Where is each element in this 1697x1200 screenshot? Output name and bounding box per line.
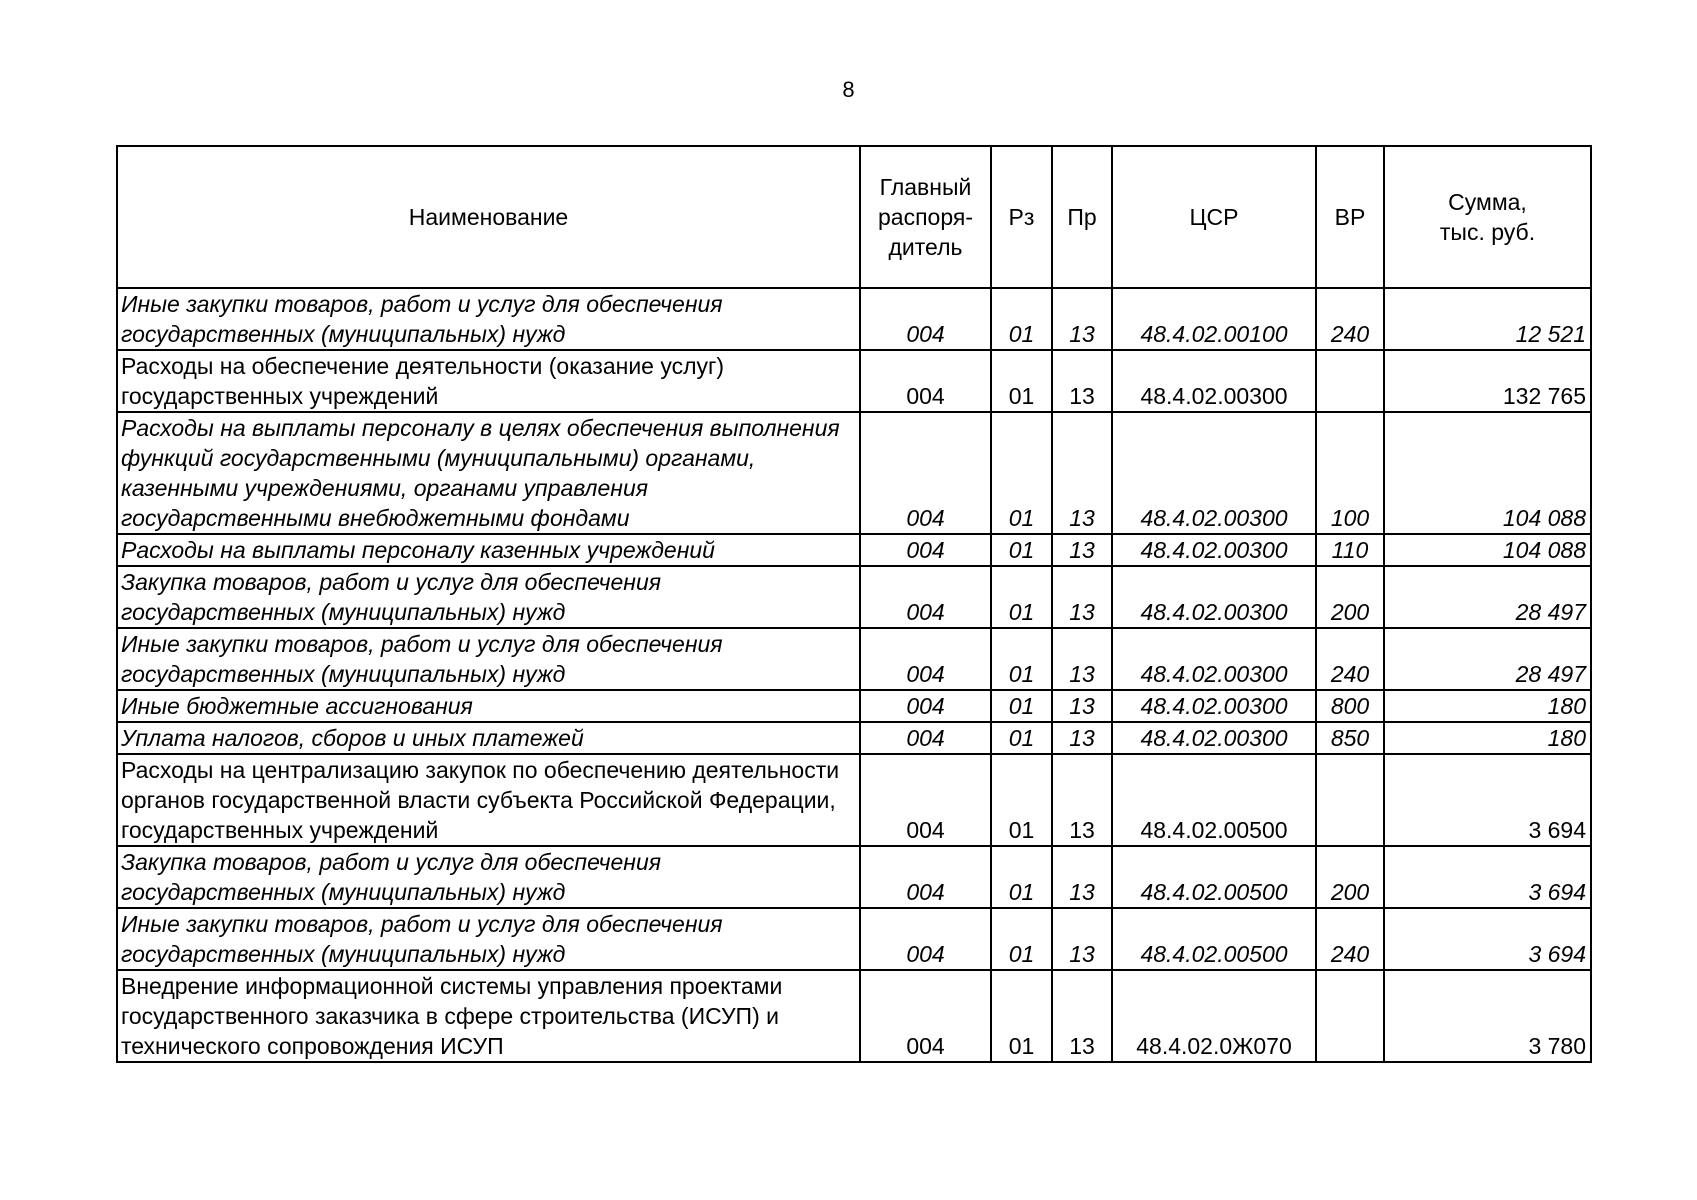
cell-manager: 004 [860,628,991,690]
cell-pr: 13 [1052,288,1112,350]
cell-sum: 104 088 [1384,534,1591,566]
cell-sum: 132 765 [1384,350,1591,412]
cell-manager: 004 [860,412,991,534]
cell-csr: 48.4.02.00100 [1112,288,1316,350]
cell-manager: 004 [860,722,991,754]
table-row [117,350,1591,412]
cell-manager: 004 [860,566,991,628]
cell-name: Расходы на выплаты персоналу в целях обеспечения выполнения функций государственными (муниципальными) органами, казенными учреждениями, органами управления государственными внебюджетными фондами [117,412,860,534]
cell-csr: 48.4.02.00300 [1112,722,1316,754]
cell-sum: 3 694 [1384,754,1591,846]
cell-vr: 200 [1316,566,1384,628]
cell-rz: 01 [991,412,1052,534]
cell-csr: 48.4.02.00500 [1112,908,1316,970]
budget-table [116,145,1592,1063]
cell-sum: 3 694 [1384,846,1591,908]
table-header-row [117,146,1591,288]
cell-name: Расходы на централизацию закупок по обеспечению деятельности органов государственной власти субъекта Российской Федерации, государственных учреждений [117,754,860,846]
table-row [117,846,1591,908]
cell-vr: 240 [1316,628,1384,690]
cell-vr [1316,350,1384,412]
table-row [117,722,1591,754]
table-row [117,628,1591,690]
header-csr: ЦСР [1112,146,1316,288]
cell-rz: 01 [991,722,1052,754]
cell-sum: 104 088 [1384,412,1591,534]
cell-manager: 004 [860,908,991,970]
cell-name: Уплата налогов, сборов и иных платежей [117,722,860,754]
cell-rz: 01 [991,970,1052,1062]
cell-pr: 13 [1052,846,1112,908]
cell-sum: 28 497 [1384,566,1591,628]
table-row [117,754,1591,846]
table-row [117,288,1591,350]
table-row [117,534,1591,566]
cell-rz: 01 [991,754,1052,846]
cell-name: Расходы на обеспечение деятельности (оказание услуг) государственных учреждений [117,350,860,412]
header-name: Наименование [117,146,860,288]
cell-rz: 01 [991,628,1052,690]
cell-sum: 3 694 [1384,908,1591,970]
cell-manager: 004 [860,350,991,412]
cell-pr: 13 [1052,754,1112,846]
cell-name: Иные бюджетные ассигнования [117,690,860,722]
cell-csr: 48.4.02.00300 [1112,628,1316,690]
cell-name: Иные закупки товаров, работ и услуг для обеспечения государственных (муниципальных) нужд [117,288,860,350]
cell-csr: 48.4.02.00500 [1112,754,1316,846]
cell-rz: 01 [991,908,1052,970]
table-row [117,908,1591,970]
header-manager: Главный распоря- дитель [860,146,991,288]
table-row [117,690,1591,722]
cell-vr: 850 [1316,722,1384,754]
cell-pr: 13 [1052,412,1112,534]
cell-pr: 13 [1052,566,1112,628]
cell-csr: 48.4.02.00300 [1112,566,1316,628]
cell-pr: 13 [1052,908,1112,970]
cell-manager: 004 [860,846,991,908]
cell-rz: 01 [991,288,1052,350]
page-number: 8 [842,77,855,102]
table-row [117,566,1591,628]
cell-csr: 48.4.02.00300 [1112,690,1316,722]
cell-name: Иные закупки товаров, работ и услуг для обеспечения государственных (муниципальных) нужд [117,628,860,690]
cell-rz: 01 [991,566,1052,628]
cell-rz: 01 [991,846,1052,908]
cell-pr: 13 [1052,628,1112,690]
cell-name: Закупка товаров, работ и услуг для обеспечения государственных (муниципальных) нужд [117,566,860,628]
cell-pr: 13 [1052,534,1112,566]
cell-manager: 004 [860,754,991,846]
cell-manager: 004 [860,690,991,722]
cell-pr: 13 [1052,350,1112,412]
cell-name: Закупка товаров, работ и услуг для обеспечения государственных (муниципальных) нужд [117,846,860,908]
cell-vr [1316,970,1384,1062]
cell-manager: 004 [860,288,991,350]
header-pr: Пр [1052,146,1112,288]
cell-sum: 180 [1384,690,1591,722]
cell-rz: 01 [991,350,1052,412]
cell-vr: 110 [1316,534,1384,566]
cell-manager: 004 [860,970,991,1062]
cell-sum: 12 521 [1384,288,1591,350]
cell-csr: 48.4.02.00300 [1112,534,1316,566]
cell-name: Иные закупки товаров, работ и услуг для обеспечения государственных (муниципальных) нужд [117,908,860,970]
cell-pr: 13 [1052,722,1112,754]
cell-csr: 48.4.02.0Ж070 [1112,970,1316,1062]
cell-vr: 200 [1316,846,1384,908]
cell-sum: 28 497 [1384,628,1591,690]
cell-csr: 48.4.02.00300 [1112,350,1316,412]
cell-vr: 240 [1316,908,1384,970]
cell-pr: 13 [1052,690,1112,722]
table-row [117,970,1591,1062]
cell-name: Внедрение информационной системы управления проектами государственного заказчика в сфере строительства (ИСУП) и технического сопровождения ИСУП [117,970,860,1062]
table-row [117,412,1591,534]
cell-vr: 240 [1316,288,1384,350]
cell-vr [1316,754,1384,846]
cell-vr: 800 [1316,690,1384,722]
cell-sum: 3 780 [1384,970,1591,1062]
cell-csr: 48.4.02.00500 [1112,846,1316,908]
header-rz: Рз [991,146,1052,288]
header-vr: ВР [1316,146,1384,288]
cell-pr: 13 [1052,970,1112,1062]
header-sum: Сумма, тыс. руб. [1384,146,1591,288]
cell-rz: 01 [991,534,1052,566]
cell-vr: 100 [1316,412,1384,534]
cell-sum: 180 [1384,722,1591,754]
cell-csr: 48.4.02.00300 [1112,412,1316,534]
cell-manager: 004 [860,534,991,566]
cell-name: Расходы на выплаты персоналу казенных учреждений [117,534,860,566]
cell-rz: 01 [991,690,1052,722]
